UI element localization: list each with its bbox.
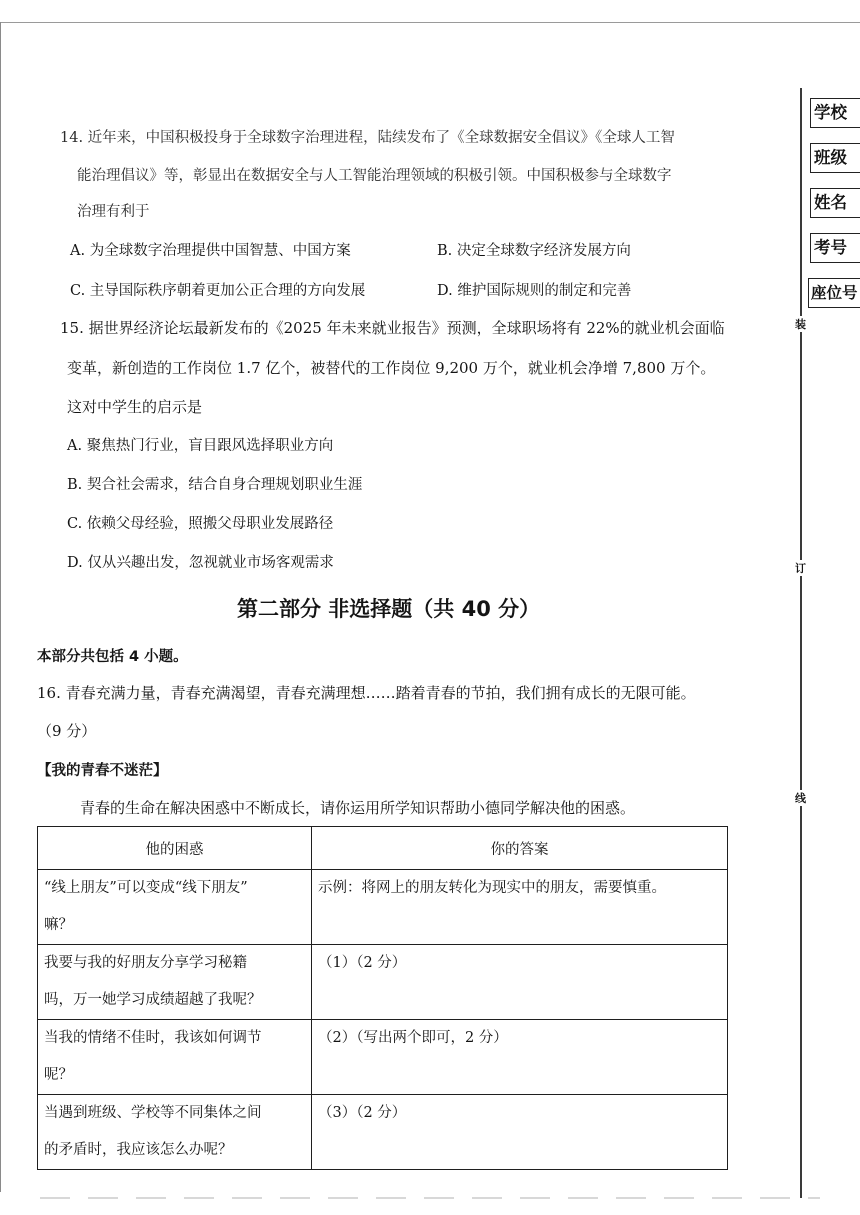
part2-title: 第二部分 非选择题（共 40 分） (237, 597, 541, 621)
confusion-line: 当我的情绪不佳时，我该如何调节 (44, 1030, 262, 1046)
table-header-row (38, 827, 728, 870)
q14-option-b: B. 决定全球数字经济发展方向 (437, 243, 631, 259)
confusion-cell (38, 945, 312, 1020)
q15-line-1: 15. 据世界经济论坛最新发布的《2025 年未来就业报告》预测，全球职场将有 22%的就业机会面临 (60, 319, 725, 337)
side-field-seat: 座位号 (808, 278, 860, 308)
table-row (38, 870, 728, 945)
page-top-border (0, 22, 860, 23)
confusion-line: 呢？ (44, 1067, 73, 1083)
q15-line-2: 变革，新创造的工作岗位 1.7 亿个，被替代的工作岗位 9,200 万个，就业机会净增 7,800 万个。 (67, 359, 716, 377)
q15-option-a: A. 聚焦热门行业，盲目跟风选择职业方向 (67, 438, 334, 454)
confusion-line: 嘛？ (44, 917, 73, 933)
confusion-cell (38, 870, 312, 945)
q16-line-1: 16. 青春充满力量，青春充满渴望，青春充满理想……踏着青春的节拍，我们拥有成长的无限可能。 (37, 684, 696, 702)
binding-mark-xian: 线 (795, 792, 806, 805)
confusion-cell (38, 1095, 312, 1170)
answer-cell: 示例：将网上的朋友转化为现实中的朋友，需要慎重。 (312, 870, 728, 945)
table-row (38, 1020, 728, 1095)
answer-cell[interactable]: （1）（2 分） (312, 945, 728, 1020)
side-field-exam-number: 考号 (810, 233, 860, 263)
q15-option-d: D. 仅从兴趣出发，忽视就业市场客观需求 (67, 555, 334, 571)
q14-line-2: 能治理倡议》等，彰显出在数据安全与人工智能治理领域的积极引领。中国积极参与全球数字 (77, 168, 672, 184)
binding-line (800, 88, 802, 1198)
confusion-line: “线上朋友”可以变成“线下朋友” (44, 880, 248, 896)
q16-intro: 青春的生命在解决困惑中不断成长，请你运用所学知识帮助小德同学解决他的困惑。 (80, 799, 636, 817)
q14-option-c: C. 主导国际秩序朝着更加公正合理的方向发展 (70, 283, 366, 299)
table-row (38, 945, 728, 1020)
binding-mark-ding: 订 (795, 562, 806, 575)
table-row (38, 1095, 728, 1170)
side-field-name: 姓名 (810, 188, 860, 218)
q15-line-3: 这对中学生的启示是 (67, 398, 203, 416)
side-field-class: 班级 (810, 143, 860, 173)
q16-line-2: （9 分） (37, 722, 97, 740)
table-header-answer: 你的答案 (312, 827, 728, 870)
confusion-line: 的矛盾时，我应该怎么办呢？ (44, 1142, 233, 1158)
confusion-line: 当遇到班级、学校等不同集体之间 (44, 1105, 262, 1121)
confusion-line: 我要与我的好朋友分享学习秘籍 (44, 955, 247, 971)
binding-mark-zhuang: 装 (795, 318, 806, 331)
q14-line-3: 治理有利于 (77, 204, 150, 220)
answer-cell[interactable]: （2）（写出两个即可，2 分） (312, 1020, 728, 1095)
q15-option-c: C. 依赖父母经验，照搬父母职业发展路径 (67, 516, 334, 532)
q14-option-a: A. 为全球数字治理提供中国智慧、中国方案 (70, 243, 351, 259)
q15-option-b: B. 契合社会需求，结合自身合理规划职业生涯 (67, 477, 363, 493)
answer-cell[interactable]: （3）（2 分） (312, 1095, 728, 1170)
table-header-confusion: 他的困惑 (38, 827, 312, 870)
confusion-cell (38, 1020, 312, 1095)
scan-edge-marks (0, 1195, 860, 1201)
q14-option-d: D. 维护国际规则的制定和完善 (437, 283, 632, 299)
side-field-school: 学校 (810, 98, 860, 128)
answer-table (37, 826, 728, 1170)
q16-heading: 【我的青春不迷茫】 (37, 763, 168, 779)
part2-note: 本部分共包括 4 小题。 (37, 649, 188, 665)
q14-line-1: 14. 近年来，中国积极投身于全球数字治理进程，陆续发布了《全球数据安全倡议》《全球人工智 (60, 130, 675, 146)
page-left-border (0, 22, 1, 1192)
confusion-line: 吗，万一她学习成绩超越了我呢？ (44, 992, 262, 1008)
